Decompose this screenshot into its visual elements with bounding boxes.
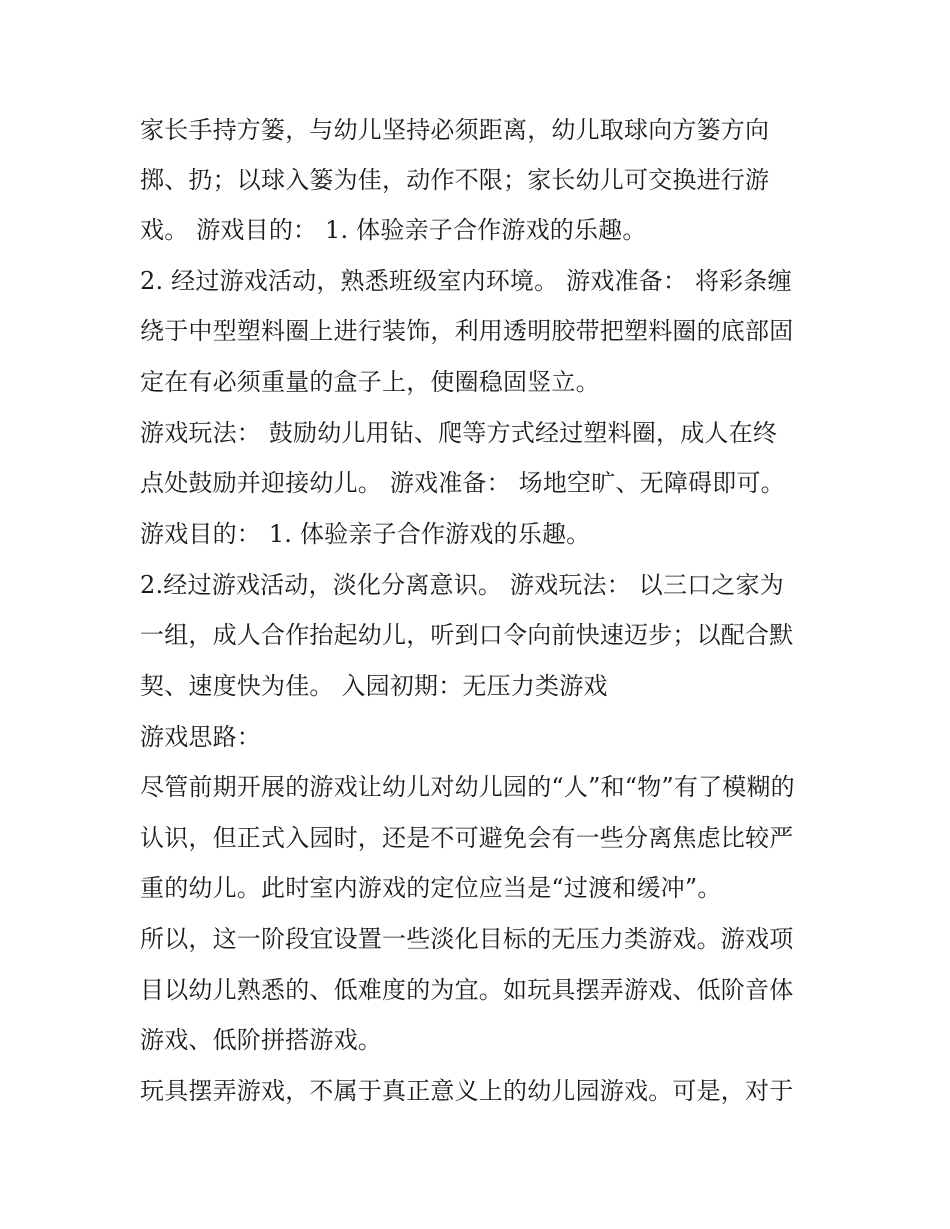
- text-line: 重的幼儿。此时室内游戏的定位应当是“过渡和缓冲”。: [140, 874, 722, 902]
- text-line: 游戏玩法： 鼓励幼儿用钻、爬等方式经过塑料圈，成人在终: [140, 419, 778, 447]
- text-line: 戏。 游戏目的： 1. 体验亲子合作游戏的乐趣。: [140, 216, 647, 244]
- text-line: 点处鼓励并迎接幼儿。 游戏准备： 场地空旷、无障碍即可。: [140, 469, 785, 497]
- text-line: 玩具摆弄游戏，不属于真正意义上的幼儿园游戏。可是，对于: [140, 1077, 794, 1105]
- text-line: 契、速度快为佳。 入园初期：无压力类游戏: [140, 672, 608, 700]
- text-line: 家长手持方篓，与幼儿坚持必须距离，幼儿取球向方篓方向: [140, 116, 770, 144]
- text-line: 游戏目的： 1. 体验亲子合作游戏的乐趣。: [140, 520, 591, 548]
- text-line: 尽管前期开展的游戏让幼儿对幼儿园的“人”和“物”有了模糊的: [140, 773, 795, 801]
- text-line: 绕于中型塑料圈上进行装饰，利用透明胶带把塑料圈的底部固: [140, 317, 794, 345]
- text-line: 游戏思路：: [140, 723, 261, 751]
- text-line: 掷、扔；以球入篓为佳，动作不限；家长幼儿可交换进行游: [140, 166, 770, 194]
- text-line: 一组，成人合作抬起幼儿，听到口令向前快速迈步；以配合默: [140, 621, 794, 649]
- text-line: 目以幼儿熟悉的、低难度的为宜。如玩具摆弄游戏、低阶音体: [140, 976, 794, 1004]
- text-line: 2. 经过游戏活动，熟悉班级室内环境。 游戏准备： 将彩条缠: [140, 267, 792, 295]
- text-line: 定在有必须重量的盒子上，使圈稳固竖立。: [140, 368, 600, 396]
- text-line: 游戏、低阶拼搭游戏。: [140, 1026, 382, 1054]
- text-line: 认识，但正式入园时，还是不可避免会有一些分离焦虑比较严: [140, 824, 794, 852]
- text-line: 2.经过游戏活动，淡化分离意识。 游戏玩法： 以三口之家为: [140, 571, 784, 599]
- text-line: 所以，这一阶段宜设置一些淡化目标的无压力类游戏。游戏项: [140, 925, 794, 953]
